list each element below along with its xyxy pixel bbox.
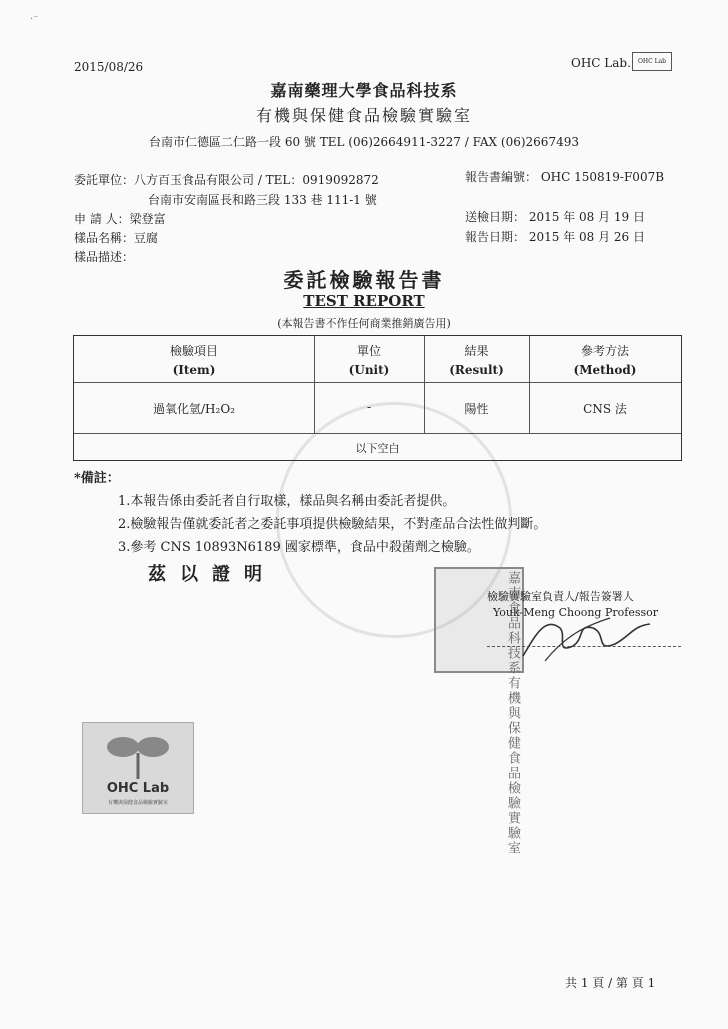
ohc-logo-small: OHC Lab	[632, 52, 672, 71]
header-unit-zh: 單位	[356, 344, 381, 358]
results-table	[73, 335, 682, 461]
header-item-zh: 檢驗項目	[169, 344, 218, 358]
header-unit-en: (Unit)	[348, 363, 390, 377]
lab-stamp	[434, 567, 524, 856]
lab-name: 有機與保健食品檢驗實驗室	[255, 106, 472, 125]
signature-icon	[515, 606, 665, 666]
header-item-en: (Item)	[172, 363, 216, 377]
remark-1: 1.本報告係由委託者自行取樣，樣品與名稱由委託者提供。	[118, 494, 456, 509]
blank-note: 以下空白	[355, 442, 400, 455]
scan-mark: ·⁻	[30, 14, 39, 25]
certification-text: 茲以證明	[148, 564, 276, 585]
report-number: 報告書編號： OHC 150819-F007B	[465, 170, 665, 184]
report-title-zh: 委託檢驗報告書	[283, 268, 445, 292]
header-method-zh: 參考方法	[580, 344, 629, 358]
logo-text: OHC Lab	[106, 781, 170, 796]
report-date: 報告日期： 2015 年 08 月 26 日	[465, 230, 645, 244]
signer-role: 檢驗實驗室負責人/報告簽署人	[487, 590, 634, 603]
row-item: 過氧化氫/H₂O₂	[153, 402, 235, 416]
row-method: CNS 法	[583, 402, 627, 416]
applicant: 申 請 人：梁登富	[74, 212, 166, 226]
sample-name: 樣品名稱：豆腐	[74, 231, 159, 245]
header-result-en: (Result)	[449, 363, 504, 377]
client-address: 台南市安南區長和路三段 133 巷 111-1 號	[148, 193, 377, 207]
client-info: 委託單位：八方百玉食品有限公司 / TEL：0919092872	[74, 173, 379, 187]
header-method-en: (Method)	[573, 363, 637, 377]
signer-name: Youk-Meng Choong Professor	[493, 606, 658, 619]
sample-description: 樣品描述：	[74, 250, 135, 264]
lab-address: 台南市仁德區二仁路一段 60 號 TEL (06)2664911-3227 / FAX (06)2667493	[149, 135, 579, 149]
sprout-icon	[98, 729, 178, 781]
report-date-header: 2015/08/26	[74, 60, 144, 74]
usage-note: (本報告書不作任何商業推銷廣告用)	[277, 317, 451, 330]
row-result: 陽性	[464, 402, 489, 416]
sent-date: 送檢日期： 2015 年 08 月 19 日	[465, 210, 645, 224]
remark-3: 3.參考 CNS 10893N6189 國家標準，食品中殺菌劑之檢驗。	[118, 540, 480, 555]
row-unit: -	[366, 400, 372, 414]
remarks-heading: *備註：	[74, 471, 120, 486]
ohc-label: OHC Lab.	[571, 56, 631, 70]
remark-2: 2.檢驗報告僅就委託者之委託事項提供檢驗結果，不對產品合法性做判斷。	[118, 517, 547, 532]
logo-subtext: 有機與保健食品檢驗實驗室	[107, 800, 168, 806]
page-number: 共 1 頁 / 第 頁 1	[565, 976, 656, 990]
report-title-en: TEST REPORT	[303, 292, 425, 310]
ohc-lab-logo	[82, 722, 194, 814]
stamp-text: 嘉南食品科技系有機與保健食品檢驗實驗室	[505, 571, 520, 856]
signature-line	[487, 646, 681, 647]
department-name: 嘉南藥理大學食品科技系	[270, 81, 458, 100]
header-result-zh: 結果	[464, 344, 489, 358]
